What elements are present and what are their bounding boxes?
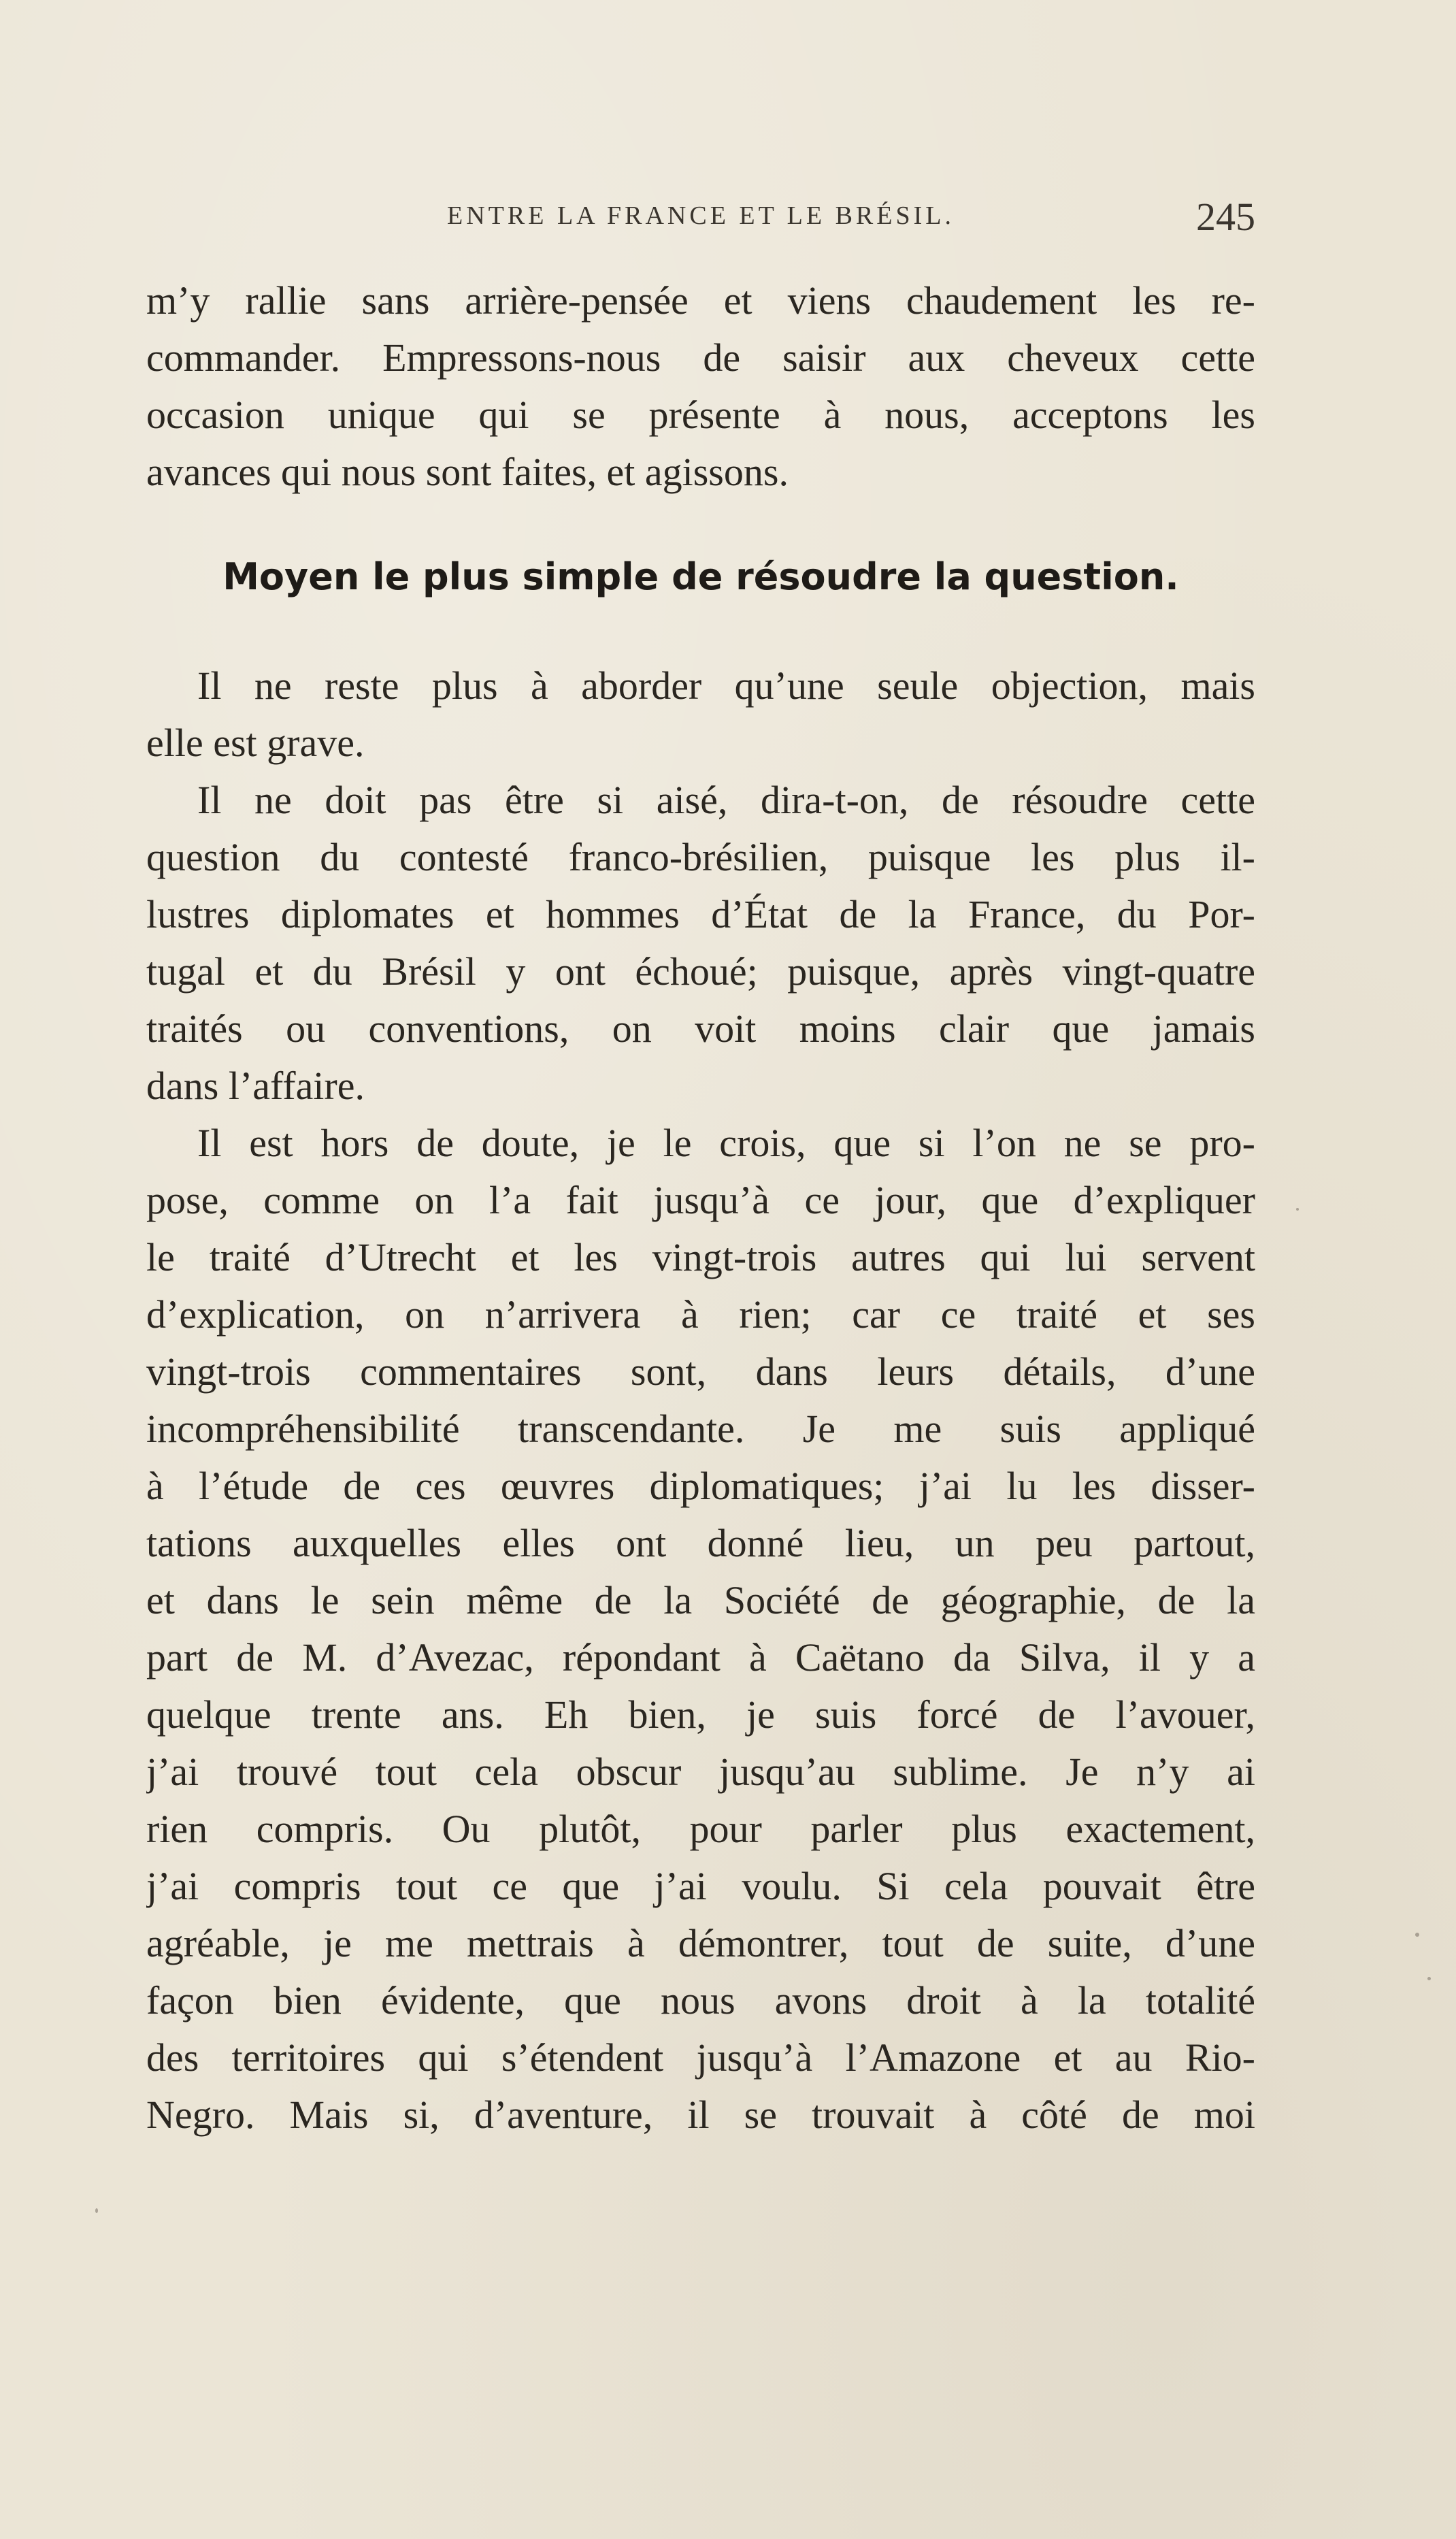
text-line: occasion unique qui se présente à nous, acceptons les — [146, 393, 1255, 437]
text-line: agréable, je me mettrais à démontrer, tout de suite, d’une — [146, 1921, 1255, 1965]
text-line: d’explication, on n’arrivera à rien; car ce traité et ses — [146, 1292, 1255, 1337]
text-line: j’ai compris tout ce que j’ai voulu. Si cela pouvait être — [146, 1864, 1255, 1908]
text-line: part de M. d’Avezac, répondant à Caëtano da Silva, il y a — [146, 1635, 1255, 1680]
paper-speck — [1415, 1933, 1419, 1937]
running-head — [146, 194, 1255, 248]
text-line: tugal et du Brésil y ont échoué; puisque, après vingt-quatre — [146, 949, 1255, 994]
text-line: question du contesté franco-brésilien, puisque les plus il- — [146, 835, 1255, 879]
text-line: Il ne doit pas être si aisé, dira-t-on, de résoudre cette — [197, 778, 1255, 822]
text-line: elle est grave. — [146, 721, 365, 765]
text-line: incompréhensibilité transcendante. Je me suis appliqué — [146, 1407, 1255, 1451]
text-block — [146, 272, 1255, 2144]
paragraph-3 — [146, 772, 1255, 1115]
text-line: Negro. Mais si, d’aventure, il se trouvait à côté de moi — [146, 2093, 1255, 2137]
text-line: vingt-trois commentaires sont, dans leurs détails, d’une — [146, 1349, 1255, 1394]
text-line: façon bien évidente, que nous avons droit à la totalité — [146, 1978, 1255, 2022]
paragraph-1 — [146, 272, 1255, 501]
text-line: pose, comme on l’a fait jusqu’à ce jour, que d’expliquer — [146, 1178, 1255, 1222]
text-line: Il est hors de doute, je le crois, que si l’on ne se pro- — [197, 1121, 1255, 1165]
text-line: m’y rallie sans arrière-pensée et viens chaudement les re- — [146, 278, 1255, 323]
paragraph-2 — [146, 657, 1255, 772]
paper-speck — [95, 2208, 98, 2213]
section-heading: Moyen le plus simple de résoudre la question. — [222, 555, 1179, 598]
text-line: traités ou conventions, on voit moins clair que jamais — [146, 1006, 1255, 1051]
text-line: j’ai trouvé tout cela obscur jusqu’au sublime. Je n’y ai — [146, 1750, 1255, 1794]
paragraph-4 — [146, 1115, 1255, 2144]
text-line: quelque trente ans. Eh bien, je suis forcé de l’avouer, — [146, 1692, 1255, 1737]
text-line: Il ne reste plus à aborder qu’une seule objection, mais — [197, 664, 1255, 708]
text-line: lustres diplomates et hommes d’État de la France, du Por- — [146, 892, 1255, 936]
page-number: 245 — [1196, 195, 1255, 239]
text-line: à l’étude de ces œuvres diplomatiques; j’ai lu les disser- — [146, 1464, 1255, 1508]
text-line: des territoires qui s’étendent jusqu’à l’Amazone et au Rio- — [146, 2035, 1255, 2080]
text-line: rien compris. Ou plutôt, pour parler plus exactement, — [146, 1807, 1255, 1851]
paper-speck — [1427, 1977, 1431, 1980]
text-line: le traité d’Utrecht et les vingt-trois autres qui lui servent — [146, 1235, 1255, 1279]
text-line: tations auxquelles elles ont donné lieu, un peu partout, — [146, 1521, 1255, 1565]
text-line: avances qui nous sont faites, et agissons. — [146, 450, 789, 494]
paper-speck — [1296, 1208, 1299, 1211]
running-title: ENTRE LA FRANCE ET LE BRÉSIL. — [447, 201, 955, 230]
text-line: commander. Empressons-nous de saisir aux cheveux cette — [146, 335, 1255, 380]
text-line: et dans le sein même de la Société de géographie, de la — [146, 1578, 1255, 1622]
text-line: dans l’affaire. — [146, 1064, 365, 1108]
